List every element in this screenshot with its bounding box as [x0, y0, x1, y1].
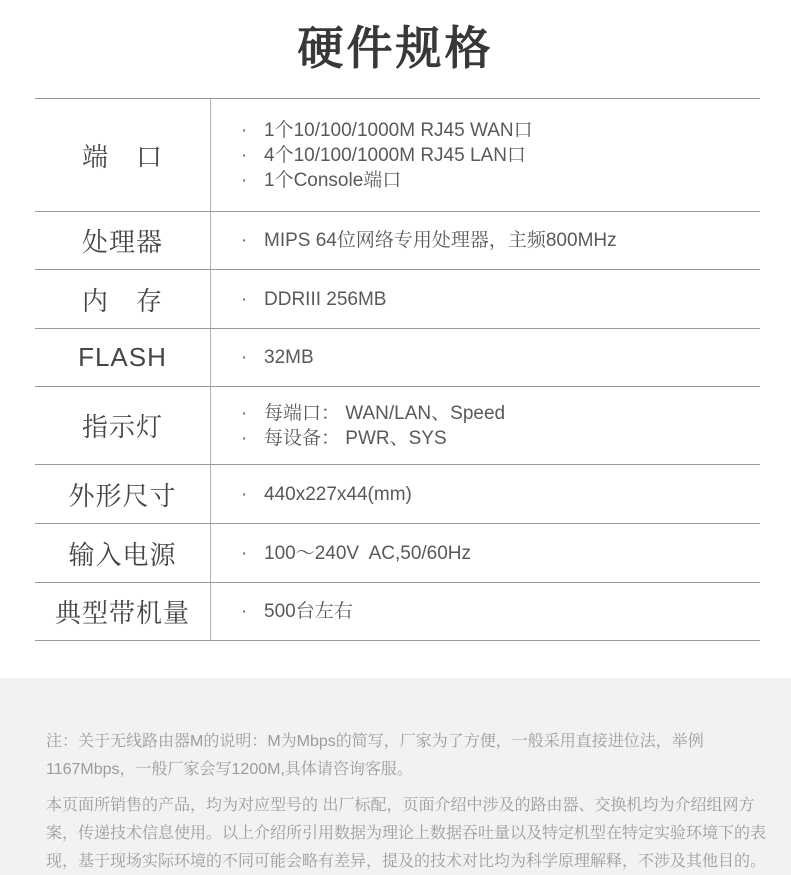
footnote-section	[0, 678, 791, 875]
spec-item	[241, 482, 760, 507]
spec-label: 端 口	[81, 141, 163, 172]
table-row	[35, 98, 760, 211]
spec-item	[241, 118, 760, 143]
bullet-icon: ·	[241, 402, 248, 424]
page-header	[0, 0, 791, 98]
spec-values	[210, 212, 760, 269]
spec-item	[241, 228, 760, 253]
footnote-paragraph-1: 注：关于无线路由器M的说明：M为Mbps的简写，厂家为了方便，一般采用直接进位法，举例1167Mbps，一般厂家会写1200M,具体请咨询客服。	[46, 733, 704, 778]
spec-item-text: 每端口： WAN/LAN、Speed	[264, 402, 506, 424]
spec-item	[241, 401, 760, 426]
spec-label: FLASH	[78, 342, 167, 372]
spec-values	[210, 465, 760, 523]
spec-label: 处理器	[81, 227, 163, 257]
table-row	[35, 386, 760, 464]
spec-item-text: 4个10/100/1000M RJ45 LAN口	[264, 144, 526, 166]
bullet-icon: ·	[241, 483, 248, 505]
page-title: 硬件规格	[297, 22, 494, 74]
bullet-icon: ·	[241, 169, 248, 191]
bullet-icon: ·	[241, 144, 248, 166]
bullet-icon: ·	[241, 230, 248, 251]
spec-values	[210, 270, 760, 328]
spec-item-text: 1个10/100/1000M RJ45 WAN口	[264, 119, 533, 141]
table-row	[35, 269, 760, 328]
bullet-icon: ·	[241, 347, 248, 368]
table-row	[35, 582, 760, 640]
bullet-icon: ·	[241, 542, 248, 564]
spec-item-text: 每设备： PWR、SYS	[264, 427, 447, 449]
spec-values	[210, 524, 760, 582]
spec-item-text: MIPS 64位网络专用处理器，主频800MHz	[264, 230, 617, 251]
spec-item	[241, 541, 760, 566]
spec-label: 内 存	[81, 285, 163, 316]
spec-item	[241, 287, 760, 312]
spec-values	[210, 387, 760, 464]
spec-label: 输入电源	[68, 539, 177, 570]
spec-item	[241, 345, 760, 370]
table-row	[35, 523, 760, 582]
spec-item	[241, 143, 760, 168]
spec-label: 典型带机量	[54, 598, 190, 628]
spec-table	[35, 98, 760, 641]
spec-values	[210, 99, 760, 211]
spec-item-text: 100～240V AC,50/60Hz	[264, 542, 472, 564]
spec-item-text: 1个Console端口	[264, 169, 402, 191]
spec-item-text: DDRIII 256MB	[264, 288, 387, 310]
bullet-icon: ·	[241, 427, 248, 449]
spec-item	[241, 426, 760, 451]
spec-item-text: 500台左右	[264, 601, 353, 622]
bullet-icon: ·	[241, 288, 248, 310]
spec-label: 指示灯	[81, 412, 163, 442]
bullet-icon: ·	[241, 601, 248, 622]
spec-item	[241, 168, 760, 193]
table-row	[35, 211, 760, 269]
spec-item-text: 440x227x44(mm)	[264, 483, 412, 505]
table-row	[35, 464, 760, 523]
bullet-icon: ·	[241, 119, 248, 141]
spec-item	[241, 599, 760, 624]
spec-label: 外形尺寸	[68, 480, 177, 511]
spec-item-text: 32MB	[264, 347, 314, 368]
spec-values	[210, 329, 760, 386]
spec-values	[210, 583, 760, 640]
footnote-paragraph-2: 本页面所销售的产品，均为对应型号的 出厂标配，页面介绍中涉及的路由器、交换机均为介绍组网方案，传递技术信息使用。以上介绍所引用数据为理论上数据吞吐量以及特定机型在特定实验环境下的表现，基于现场实际环境的不同可能会略有差异，提及的技术对比均为科学原理解释，不涉及其他目的。	[46, 797, 767, 870]
table-row	[35, 328, 760, 386]
